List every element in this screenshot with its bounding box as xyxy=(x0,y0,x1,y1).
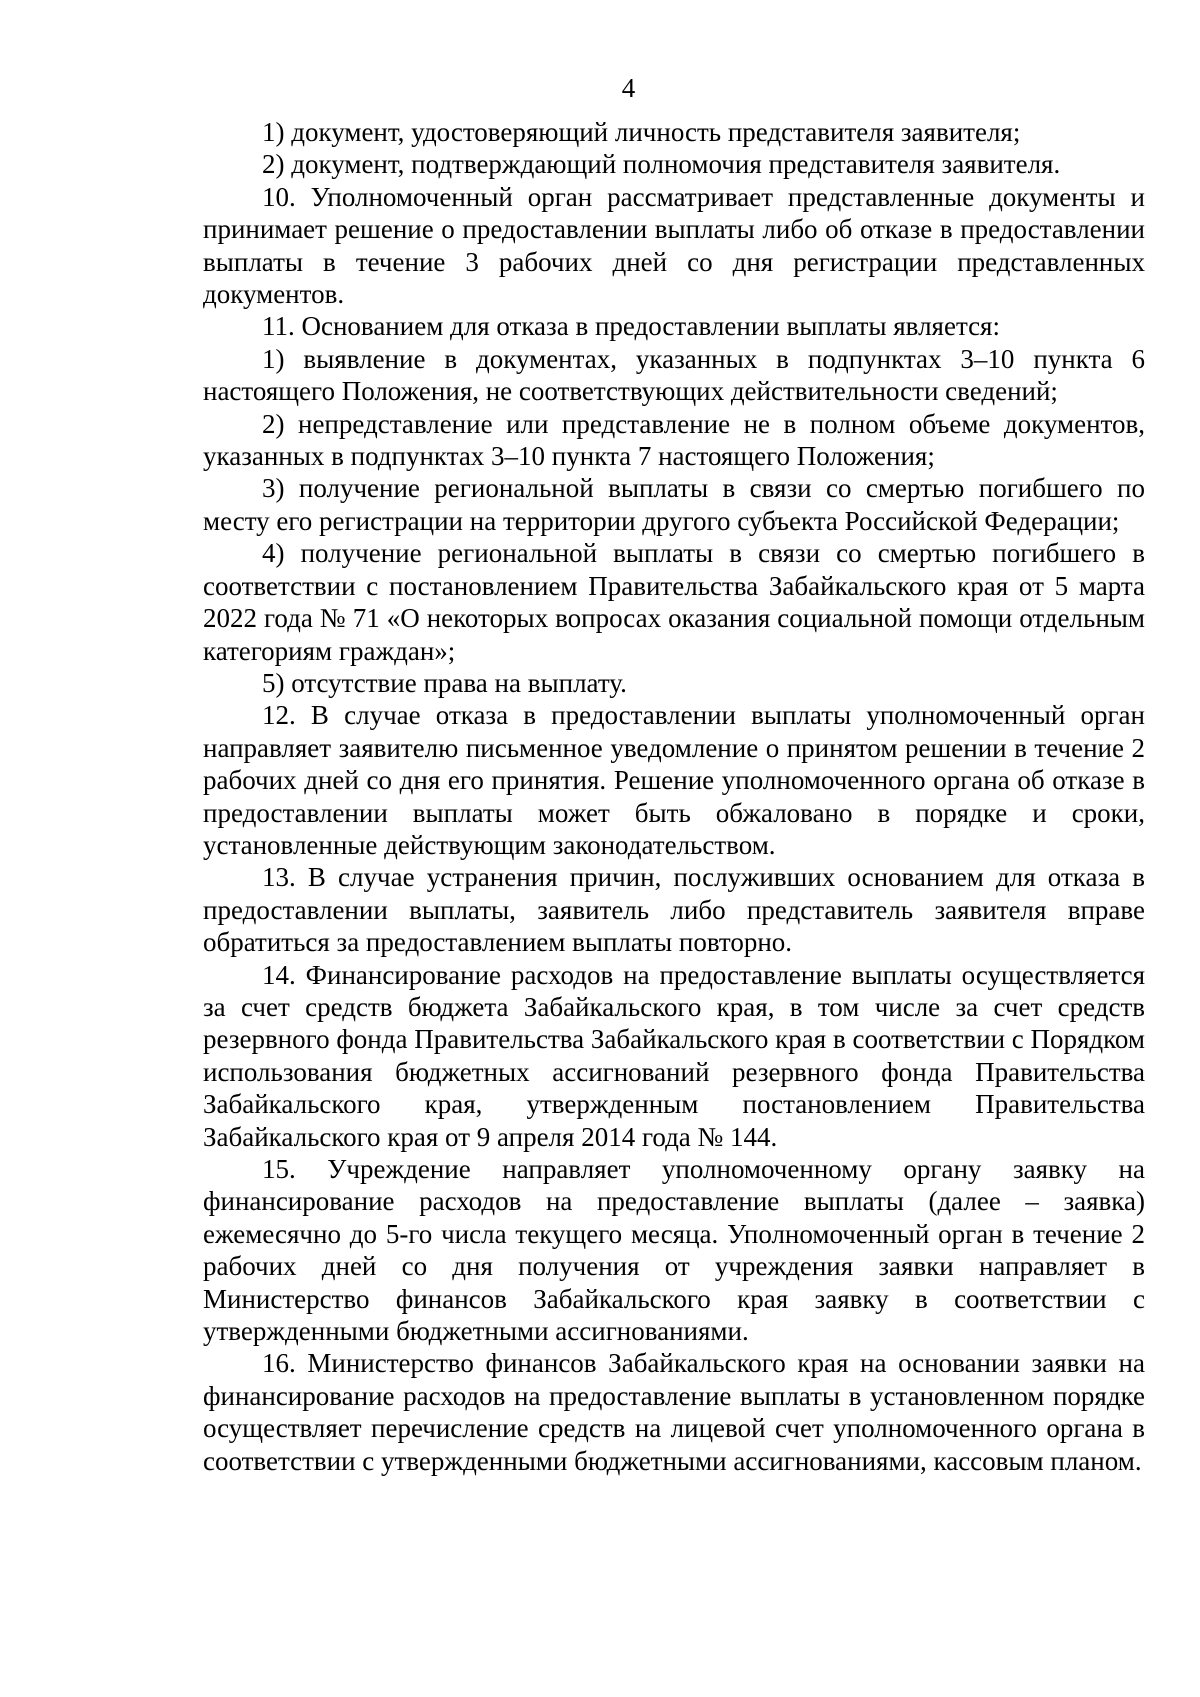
paragraph-7: 3) получение региональной выплаты в связи со смертью погибшего по месту его регистрации на территории другого субъекта Российской Федерации; xyxy=(203,473,1145,536)
paragraph-13: 15. Учреждение направляет уполномоченному органу заявку на финансирование расходов на предоставление выплаты (далее – заявка) ежемесячно до 5-го числа текущего месяца. Уполномоченный орган в течение 2 рабочих дней со дня получения от учреждения заявки направляет в Министерство финансов Забайкальского края заявку в соответствии с утвержденными бюджетными ассигнованиями. xyxy=(203,1154,1145,1347)
paragraph-5: 1) выявление в документах, указанных в подпунктах 3–10 пункта 6 настоящего Положения, не соответствующих действительности сведений; xyxy=(203,343,1145,407)
paragraph-2: 2) документ, подтверждающий полномочия представителя заявителя. xyxy=(262,149,1061,180)
paragraph-8: 4) получение региональной выплаты в связи со смертью погибшего в соответствии с постановлением Правительства Забайкальского края от 5 марта 2022 года № 71 «О некоторых вопросах оказания социальной помощи отдельным категориям граждан»; xyxy=(203,538,1145,666)
paragraph-1: 1) документ, удостоверяющий личность представителя заявителя; xyxy=(262,117,1021,147)
paragraph-9: 5) отсутствие права на выплату. xyxy=(262,667,627,698)
page-number: 4 xyxy=(621,73,636,103)
paragraph-4: 11. Основанием для отказа в предоставлении выплаты является: xyxy=(262,311,1000,342)
document-body xyxy=(203,116,1145,1477)
paragraph-12: 14. Финансирование расходов на предоставление выплаты осуществляется за счет средств бюджета Забайкальского края, в том числе за счет средств резервного фонда Правительства Забайкальского края в соответствии с Порядком использования бюджетных ассигнований резервного фонда Правительства Забайкальского края, утвержденным постановлением Правительства Забайкальского края от 9 апреля 2014 года № 144. xyxy=(203,959,1145,1152)
paragraph-10: 12. В случае отказа в предоставлении выплаты уполномоченный орган направляет заявителю письменное уведомление о принятом решении в течение 2 рабочих дней со дня его принятия. Решение уполномоченного органа об отказе в предоставлении выплаты может быть обжаловано в порядке и сроки, установленные действующим законодательством. xyxy=(203,700,1145,860)
paragraph-3: 10. Уполномоченный орган рассматривает представленные документы и принимает решение о предоставлении выплаты либо об отказе в предоставлении выплаты в течение 3 рабочих дней со дня регистрации представленных документов. xyxy=(203,181,1145,310)
paragraph-6: 2) непредставление или представление не в полном объеме документов, указанных в подпунктах 3–10 пункта 7 настоящего Положения; xyxy=(203,408,1145,472)
paragraph-11: 13. В случае устранения причин, послуживших основанием для отказа в предоставлении выплаты, заявитель либо представитель заявителя вправе обратиться за предоставлением выплаты повторно. xyxy=(203,862,1145,958)
paragraph-14: 16. Министерство финансов Забайкальского края на основании заявки на финансирование расходов на предоставление выплаты в установленном порядке осуществляет перечисление средств на лицевой счет уполномоченного органа в соответствии с утвержденными бюджетными ассигнованиями, кассовым планом. xyxy=(203,1348,1145,1476)
